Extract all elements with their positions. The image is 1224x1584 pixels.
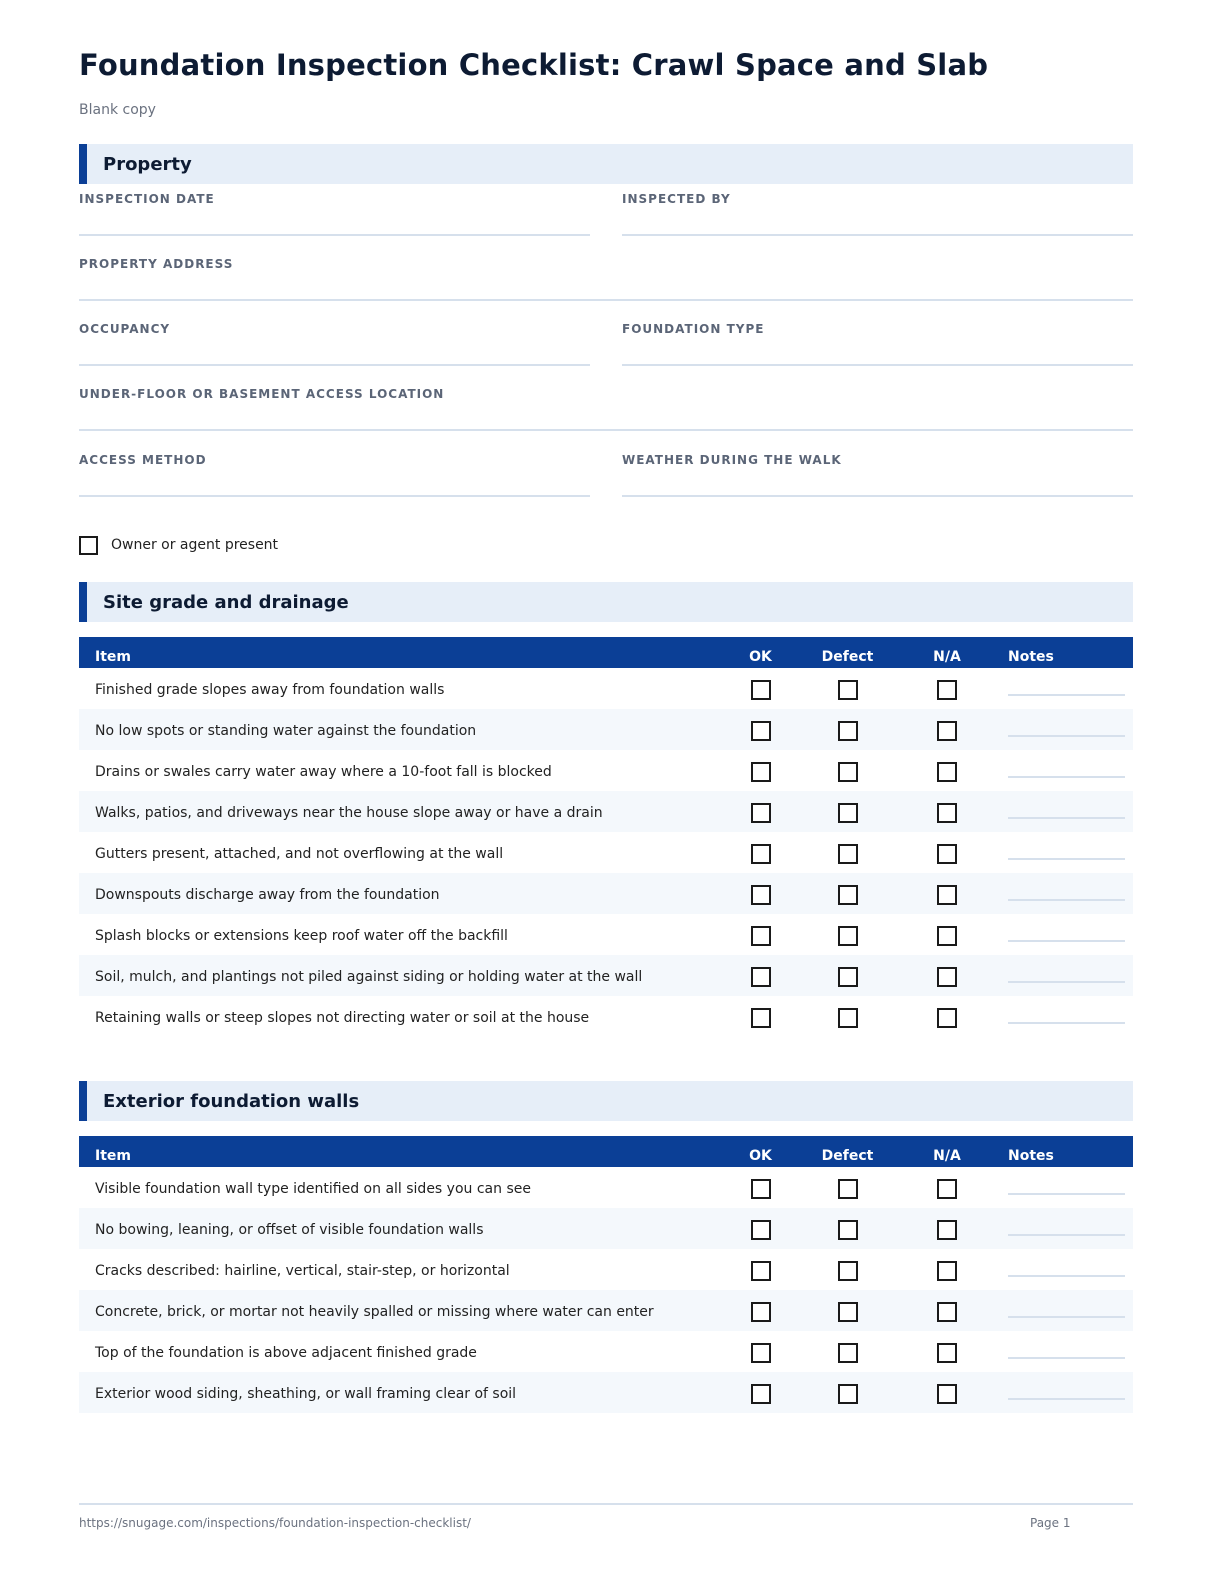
defect-checkbox[interactable]: [838, 967, 858, 987]
defect-checkbox[interactable]: [838, 721, 858, 741]
owner-present-label: Owner or agent present: [111, 537, 279, 553]
access-method-field[interactable]: [79, 453, 590, 497]
defect-cell: [802, 668, 893, 709]
na-checkbox[interactable]: [937, 680, 957, 700]
page-subtitle: Blank copy: [79, 102, 156, 118]
notes-input[interactable]: [1008, 776, 1125, 778]
defect-cell: [802, 791, 893, 832]
column-header-na: N/A: [893, 637, 1001, 668]
field-label: INSPECTION DATE: [79, 192, 215, 206]
occupancy-field[interactable]: [79, 322, 590, 366]
defect-checkbox[interactable]: [838, 844, 858, 864]
item-text: [79, 1331, 719, 1372]
item-label: Exterior wood siding, sheathing, or wall framing clear of soil: [95, 1386, 517, 1402]
na-cell: [893, 1167, 1001, 1208]
item-text: [79, 791, 719, 832]
ok-checkbox[interactable]: [751, 967, 771, 987]
na-checkbox[interactable]: [937, 762, 957, 782]
notes-input[interactable]: [1008, 1357, 1125, 1359]
table-row: [79, 1249, 1133, 1290]
notes-cell: [1001, 1372, 1133, 1413]
item-text: [79, 709, 719, 750]
column-header-item: Item: [79, 637, 719, 668]
table-row: [79, 832, 1133, 873]
notes-cell: [1001, 1249, 1133, 1290]
table-header-row: [79, 1136, 1133, 1167]
notes-input[interactable]: [1008, 1234, 1125, 1236]
field-label: PROPERTY ADDRESS: [79, 257, 234, 271]
defect-cell: [802, 832, 893, 873]
column-header-na: N/A: [893, 1136, 1001, 1167]
table-row: [79, 873, 1133, 914]
na-cell: [893, 1208, 1001, 1249]
ok-cell: [719, 750, 802, 791]
defect-checkbox[interactable]: [838, 803, 858, 823]
ok-checkbox[interactable]: [751, 926, 771, 946]
ok-checkbox[interactable]: [751, 1261, 771, 1281]
notes-input[interactable]: [1008, 1398, 1125, 1400]
notes-cell: [1001, 955, 1133, 996]
inspection-date-field[interactable]: [79, 192, 590, 236]
footer-divider: [79, 1503, 1133, 1505]
defect-checkbox[interactable]: [838, 1008, 858, 1028]
property-address-field[interactable]: [79, 257, 1133, 301]
na-checkbox[interactable]: [937, 967, 957, 987]
ok-cell: [719, 791, 802, 832]
table-row: [79, 1208, 1133, 1249]
column-header-defect: Defect: [802, 637, 893, 668]
notes-cell: [1001, 873, 1133, 914]
field-label: UNDER-FLOOR OR BASEMENT ACCESS LOCATION: [79, 387, 445, 401]
item-label: Downspouts discharge away from the foundation: [95, 887, 440, 903]
notes-cell: [1001, 996, 1133, 1037]
table-header-row: [79, 637, 1133, 668]
defect-cell: [802, 1249, 893, 1290]
column-header-ok: OK: [719, 637, 802, 668]
item-label: Drains or swales carry water away where a 10-foot fall is blocked: [95, 764, 552, 780]
table-row: [79, 1372, 1133, 1413]
na-checkbox[interactable]: [937, 1302, 957, 1322]
footer-url[interactable]: https://snugage.com/inspections/foundation-inspection-checklist/: [79, 1516, 471, 1530]
notes-cell: [1001, 1208, 1133, 1249]
owner-present-checkbox[interactable]: [79, 536, 98, 555]
table-row: [79, 1290, 1133, 1331]
item-text: [79, 750, 719, 791]
defect-checkbox[interactable]: [838, 885, 858, 905]
ok-cell: [719, 914, 802, 955]
ok-cell: [719, 1290, 802, 1331]
ok-checkbox[interactable]: [751, 803, 771, 823]
na-cell: [893, 668, 1001, 709]
ok-cell: [719, 1208, 802, 1249]
site-grade-table: [79, 637, 1133, 1037]
item-label: Concrete, brick, or mortar not heavily spalled or missing where water can enter: [95, 1304, 654, 1320]
column-header-ok: OK: [719, 1136, 802, 1167]
defect-checkbox[interactable]: [838, 680, 858, 700]
item-text: [79, 1249, 719, 1290]
ok-checkbox[interactable]: [751, 1220, 771, 1240]
table-row: [79, 914, 1133, 955]
ok-checkbox[interactable]: [751, 1384, 771, 1404]
item-label: Visible foundation wall type identified on all sides you can see: [95, 1181, 531, 1197]
na-cell: [893, 873, 1001, 914]
na-cell: [893, 1249, 1001, 1290]
defect-cell: [802, 914, 893, 955]
ok-checkbox[interactable]: [751, 762, 771, 782]
na-cell: [893, 832, 1001, 873]
inspected-by-field[interactable]: [622, 192, 1133, 236]
ok-cell: [719, 709, 802, 750]
item-text: [79, 668, 719, 709]
item-label: Retaining walls or steep slopes not directing water or soil at the house: [95, 1010, 590, 1026]
item-label: No low spots or standing water against the foundation: [95, 723, 477, 739]
field-label: FOUNDATION TYPE: [622, 322, 765, 336]
section-header-site-grade: [79, 582, 1133, 622]
item-text: [79, 1372, 719, 1413]
column-header-notes: Notes: [1001, 1136, 1133, 1167]
defect-checkbox[interactable]: [838, 1220, 858, 1240]
na-checkbox[interactable]: [937, 1179, 957, 1199]
notes-cell: [1001, 1290, 1133, 1331]
item-text: [79, 1167, 719, 1208]
item-text: [79, 996, 719, 1037]
defect-cell: [802, 873, 893, 914]
defect-cell: [802, 1372, 893, 1413]
na-cell: [893, 791, 1001, 832]
na-cell: [893, 955, 1001, 996]
field-label: ACCESS METHOD: [79, 453, 207, 467]
defect-cell: [802, 1331, 893, 1372]
na-checkbox[interactable]: [937, 1343, 957, 1363]
ok-cell: [719, 873, 802, 914]
notes-input[interactable]: [1008, 899, 1125, 901]
na-cell: [893, 1331, 1001, 1372]
ok-checkbox[interactable]: [751, 1008, 771, 1028]
item-label: No bowing, leaning, or offset of visible foundation walls: [95, 1222, 484, 1238]
item-label: Cracks described: hairline, vertical, stair-step, or horizontal: [95, 1263, 510, 1279]
na-checkbox[interactable]: [937, 844, 957, 864]
defect-checkbox[interactable]: [838, 762, 858, 782]
item-text: [79, 914, 719, 955]
ok-checkbox[interactable]: [751, 1179, 771, 1199]
notes-cell: [1001, 832, 1133, 873]
ok-checkbox[interactable]: [751, 844, 771, 864]
notes-cell: [1001, 1331, 1133, 1372]
notes-input[interactable]: [1008, 1193, 1125, 1195]
defect-cell: [802, 1290, 893, 1331]
na-checkbox[interactable]: [937, 1008, 957, 1028]
na-cell: [893, 1290, 1001, 1331]
na-checkbox[interactable]: [937, 721, 957, 741]
notes-cell: [1001, 709, 1133, 750]
notes-cell: [1001, 1167, 1133, 1208]
na-checkbox[interactable]: [937, 926, 957, 946]
na-cell: [893, 750, 1001, 791]
page-number: Page 1: [1030, 1516, 1071, 1530]
defect-cell: [802, 996, 893, 1037]
section-title: Property: [103, 154, 192, 175]
foundation-type-field[interactable]: [622, 322, 1133, 366]
item-label: Finished grade slopes away from foundation walls: [95, 682, 445, 698]
na-cell: [893, 1372, 1001, 1413]
table-row: [79, 668, 1133, 709]
ok-cell: [719, 668, 802, 709]
defect-checkbox[interactable]: [838, 1343, 858, 1363]
ok-cell: [719, 1331, 802, 1372]
section-header-property: [79, 144, 1133, 184]
defect-checkbox[interactable]: [838, 1384, 858, 1404]
notes-cell: [1001, 791, 1133, 832]
page-title: Foundation Inspection Checklist: Crawl Space and Slab: [79, 48, 989, 82]
table-row: [79, 996, 1133, 1037]
exterior-walls-table: [79, 1136, 1133, 1413]
item-text: [79, 1290, 719, 1331]
defect-cell: [802, 709, 893, 750]
weather-field[interactable]: [622, 453, 1133, 497]
ok-checkbox[interactable]: [751, 1302, 771, 1322]
ok-checkbox[interactable]: [751, 885, 771, 905]
column-header-item: Item: [79, 1136, 719, 1167]
ok-cell: [719, 832, 802, 873]
table-row: [79, 750, 1133, 791]
notes-input[interactable]: [1008, 981, 1125, 983]
section-title: Exterior foundation walls: [103, 1091, 360, 1112]
na-checkbox[interactable]: [937, 1261, 957, 1281]
notes-cell: [1001, 750, 1133, 791]
notes-input[interactable]: [1008, 1316, 1125, 1318]
notes-input[interactable]: [1008, 735, 1125, 737]
defect-checkbox[interactable]: [838, 1179, 858, 1199]
ok-checkbox[interactable]: [751, 721, 771, 741]
notes-cell: [1001, 914, 1133, 955]
notes-input[interactable]: [1008, 694, 1125, 696]
column-header-notes: Notes: [1001, 637, 1133, 668]
ok-cell: [719, 1372, 802, 1413]
ok-cell: [719, 996, 802, 1037]
defect-checkbox[interactable]: [838, 1261, 858, 1281]
defect-cell: [802, 1167, 893, 1208]
ok-cell: [719, 1249, 802, 1290]
notes-input[interactable]: [1008, 1022, 1125, 1024]
defect-checkbox[interactable]: [838, 926, 858, 946]
defect-checkbox[interactable]: [838, 1302, 858, 1322]
na-cell: [893, 914, 1001, 955]
table-row: [79, 1331, 1133, 1372]
na-checkbox[interactable]: [937, 885, 957, 905]
column-header-defect: Defect: [802, 1136, 893, 1167]
na-checkbox[interactable]: [937, 1384, 957, 1404]
item-label: Soil, mulch, and plantings not piled against siding or holding water at the wall: [95, 969, 643, 985]
ok-cell: [719, 1167, 802, 1208]
defect-cell: [802, 955, 893, 996]
item-label: Splash blocks or extensions keep roof water off the backfill: [95, 928, 508, 944]
na-checkbox[interactable]: [937, 1220, 957, 1240]
notes-cell: [1001, 668, 1133, 709]
na-checkbox[interactable]: [937, 803, 957, 823]
ok-checkbox[interactable]: [751, 1343, 771, 1363]
table-row: [79, 791, 1133, 832]
defect-cell: [802, 1208, 893, 1249]
field-label: WEATHER DURING THE WALK: [622, 453, 842, 467]
item-text: [79, 873, 719, 914]
table-row: [79, 1167, 1133, 1208]
notes-input[interactable]: [1008, 858, 1125, 860]
na-cell: [893, 709, 1001, 750]
ok-cell: [719, 955, 802, 996]
notes-input[interactable]: [1008, 940, 1125, 942]
item-text: [79, 832, 719, 873]
table-row: [79, 709, 1133, 750]
item-text: [79, 1208, 719, 1249]
na-cell: [893, 996, 1001, 1037]
table-row: [79, 955, 1133, 996]
defect-cell: [802, 750, 893, 791]
notes-input[interactable]: [1008, 1275, 1125, 1277]
section-title: Site grade and drainage: [103, 592, 349, 613]
notes-input[interactable]: [1008, 817, 1125, 819]
item-label: Top of the foundation is above adjacent finished grade: [95, 1345, 477, 1361]
section-header-exterior-walls: [79, 1081, 1133, 1121]
ok-checkbox[interactable]: [751, 680, 771, 700]
item-text: [79, 955, 719, 996]
access-location-field[interactable]: [79, 387, 1133, 431]
item-label: Gutters present, attached, and not overflowing at the wall: [95, 846, 504, 862]
item-label: Walks, patios, and driveways near the house slope away or have a drain: [95, 805, 603, 821]
field-label: OCCUPANCY: [79, 322, 171, 336]
field-label: INSPECTED BY: [622, 192, 731, 206]
